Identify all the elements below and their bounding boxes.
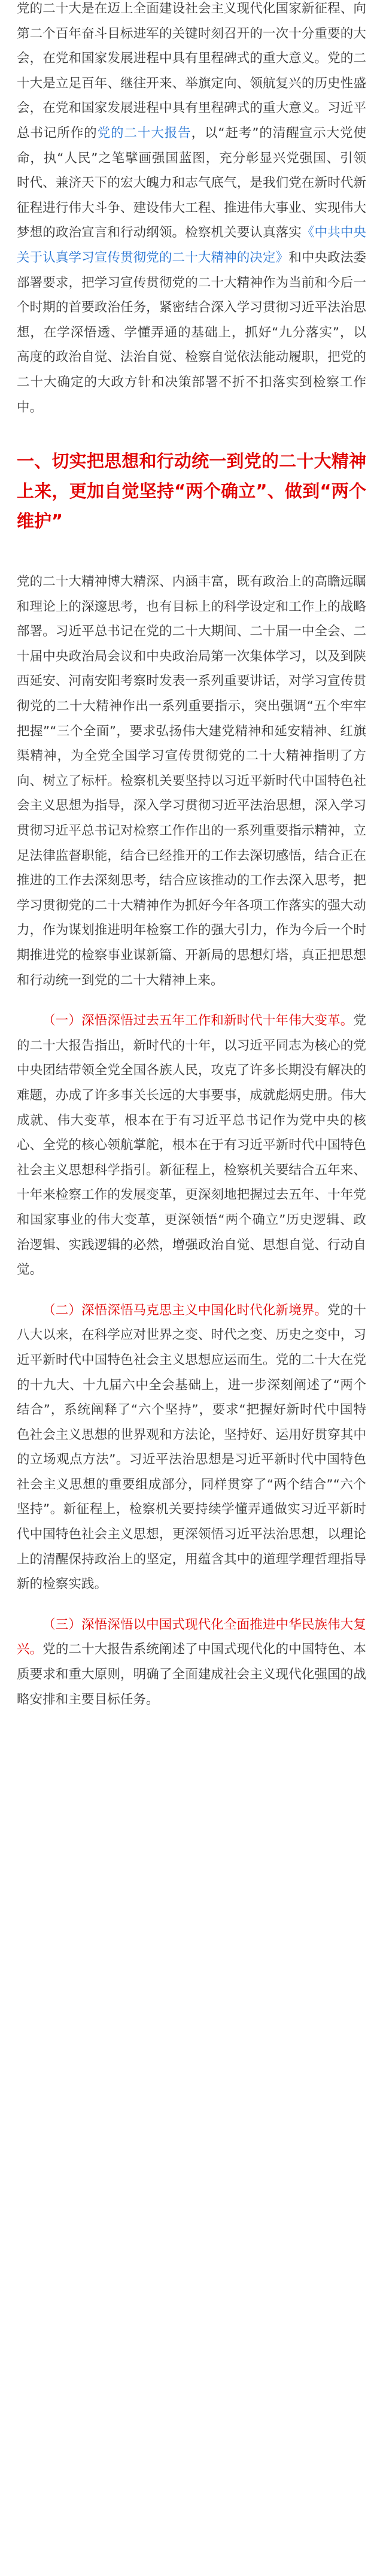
subsection-3-heading: （三）深悟深悟以中国式现代化全面推进中华民族伟大复兴。 [17,1617,366,1657]
subsection-2-heading: （二）深悟深悟马克思主义中国化时代化新境界。 [42,1302,328,1318]
subsection-3-body: 党的二十大报告系统阐述了中国式现代化的中国特色、本质要求和重大原则，明确了全面建成社会主义现代化强国的战略安排和主要目标任务。 [17,1642,366,1707]
decision-link[interactable]: 《中共中央关于认真学习宣传贯彻党的二十大精神的决定》 [17,225,366,265]
intro-text-c: 和中央政法委部署要求，把学习宣传贯彻党的二十大精神作为当前和今后一个时期的首要政治任务，紧密结合深入学习贯彻习近平法治思想，在学深悟透、学懂弄通的基础上，抓好“九分落实”，以高度的政治自觉、法治自觉、检察自觉依法能动履职，把党的二十大确定的大政方针和决策部署不折不扣落实到检察工作中。 [17,250,366,415]
subsection-3-paragraph [17,1613,366,1712]
intro-text-b: ，以“赶考”的清醒宣示大党使命，执“人民”之笔擘画强国蓝图，充分彰显兴党强国、引领时代、兼济天下的宏大魄力和志气底气，是我们党在新时代新征程进行伟大斗争、建设伟大工程、推进伟大事业、实现伟大梦想的政治宣言和行动纲领。检察机关要认真落实 [17,125,366,241]
intro-text-a: 党的二十大是在迈上全面建设社会主义现代化国家新征程、向第二个百年奋斗目标进军的关键时刻召开的一次十分重要的大会，在党和国家发展进程中具有里程碑式的重大意义。党的二十大是立足百年、继往开来、举旗定向、领航复兴的历史性盛会，在党和国家发展进程中具有里程碑式的重大意义。习近平总书记所作的 [17,1,366,141]
subsection-2-paragraph [17,1298,366,1597]
report-link[interactable]: 党的二十大报告 [97,125,192,141]
intro-paragraph [17,0,366,420]
section-1-paragraph: 党的二十大精神博大精深、内涵丰富，既有政治上的高瞻远瞩和理论上的深邃思考，也有目标上的科学设定和工作上的战略部署。习近平总书记在党的二十大期间、二十届一中全会、二十届中央政治局会议和中央政治局第一次集体学习，以及到陕西延安、河南安阳考察时发表一系列重要讲话，对学习宣传贯彻党的二十大精神作出一系列重要指示，突出强调“五个牢牢把握”“三个全面”，要求弘扬伟大建党精神和延安精神、红旗渠精神，为全党全国学习宣传贯彻党的二十大精神指明了方向、树立了标杆。检察机关要坚持以习近平新时代中国特色社会主义思想为指导，深入学习贯彻习近平法治思想，深入学习贯彻习近平总书记对检察工作作出的一系列重要指示精神，立足法律监督职能，结合已经推开的工作去深切感悟，结合正在推进的工作去深刻思考，结合应该推动的工作去深入思考，把学习贯彻党的二十大精神作为抓好今年各项工作落实的强大动力，作为谋划推进明年检察工作的强大引力，作为今后一个时期推进党的检察事业谋新篇、开新局的思想灯塔，真正把思想和行动统一到党的二十大精神上来。 [17,574,366,988]
subsection-1-body: 党的二十大报告指出，新时代的十年，以习近平同志为核心的党中央团结带领全党全国各族人民，攻克了许多长期没有解决的难题，办成了许多事关长远的大事要事，成就彪炳史册。伟大成就、伟大变革，根本在于有习近平总书记作为党中央的核心、全党的核心领航掌舵，根本在于有习近平新时代中国特色社会主义思想科学指引。新征程上，检察机关要结合五年来、十年来检察工作的发展变革，更深刻地把握过去五年、十年党和国家事业的伟大变革，更深领悟“两个确立”历史逻辑、政治逻辑、实践逻辑的必然，增强政治自觉、思想自觉、行动自觉。 [17,1013,366,1278]
section-1-heading: 一、切实把思想和行动统一到党的二十大精神上来，更加自觉坚持“两个确立”、做到“两个维护” [17,451,366,532]
subsection-2-body: 党的十八大以来，在科学应对世界之变、时代之变、历史之变中，习近平新时代中国特色社会主义思想应运而生。党的二十大在党的十九大、十九届六中全会基础上，进一步深刻阐述了“两个结合”，系统阐释了“六个坚持”，要求“把握好新时代中国特色社会主义思想的世界观和方法论，坚持好、运用好贯穿其中的立场观点方法”。习近平法治思想是习近平新时代中国特色社会主义思想的重要组成部分，同样贯穿了“两个结合”“六个坚持”。新征程上，检察机关要持续学懂弄通做实习近平新时代中国特色社会主义思想，更深领悟习近平法治思想，以理论上的清醒保持政治上的坚定，用蕴含其中的道理学理哲理指导新的检察实践。 [17,1302,366,1592]
subsection-1-paragraph [17,1008,366,1283]
subsection-1-heading: （一）深悟深悟过去五年工作和新时代十年伟大变革。 [42,1013,354,1029]
